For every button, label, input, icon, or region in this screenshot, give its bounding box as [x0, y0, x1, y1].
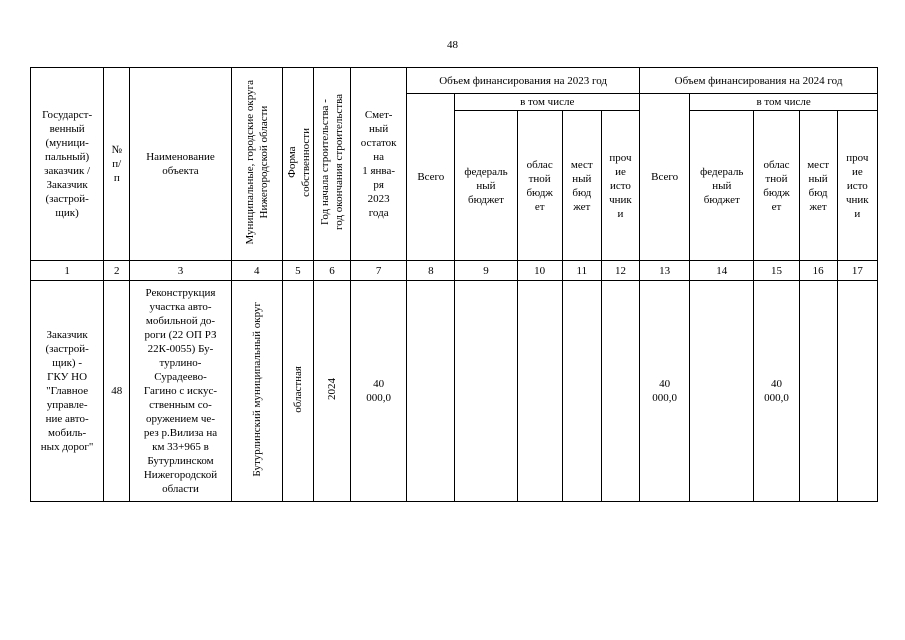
other-2023-cell — [601, 281, 639, 502]
column-number: 13 — [640, 261, 690, 281]
header-local-2023: мест ный бюд жет — [562, 111, 601, 261]
table-row — [31, 281, 878, 502]
header-including-2023: в том числе — [455, 94, 640, 111]
district-cell — [231, 281, 282, 502]
column-number: 17 — [837, 261, 877, 281]
object-name-cell: Реконструкция участка авто- мобильной до- роги (22 ОП РЗ 22К-0055) Бу- турлино- Сурадеево- Гагино с искус- ственным со- оружением че- рез р.Вилиза на км 33+965 в Бутурлинском Нижегородской области — [130, 281, 231, 502]
column-number: 15 — [754, 261, 799, 281]
column-number: 2 — [104, 261, 130, 281]
row-number-cell: 48 — [104, 281, 130, 502]
column-number: 9 — [455, 261, 517, 281]
column-number: 1 — [31, 261, 104, 281]
header-years-cell — [313, 68, 350, 261]
header-federal-2023: федераль ный бюджет — [455, 111, 517, 261]
column-number: 6 — [313, 261, 350, 281]
federal-2023-cell — [455, 281, 517, 502]
local-2024-cell — [799, 281, 837, 502]
ownership-text: областная — [291, 365, 304, 413]
column-number: 10 — [517, 261, 562, 281]
remaining-cell: 40 000,0 — [351, 281, 407, 502]
column-number: 7 — [351, 261, 407, 281]
header-customer: Государст- венный (муници- пальный) заказчик / Заказчик (застрой- щик) — [31, 68, 104, 261]
district-text: Бутурлинский муниципальный округ — [250, 301, 263, 477]
other-2024-cell — [837, 281, 877, 502]
column-number: 16 — [799, 261, 837, 281]
header-ownership: Форма собственности — [285, 127, 312, 197]
header-number: № п/ п — [104, 68, 130, 261]
column-number: 11 — [562, 261, 601, 281]
header-federal-2024: федераль ный бюджет — [690, 111, 754, 261]
total-2024-cell: 40 000,0 — [640, 281, 690, 502]
ownership-cell — [282, 281, 313, 502]
column-number: 12 — [601, 261, 639, 281]
header-object-name: Наименование объекта — [130, 68, 231, 261]
header-regional-2023: облас тной бюдж ет — [517, 111, 562, 261]
header-including-2024: в том числе — [690, 94, 878, 111]
customer-cell: Заказчик (застрой- щик) - ГКУ НО "Главное управле- ние авто- мобиль- ных дорог" — [31, 281, 104, 502]
header-row-1 — [31, 68, 878, 94]
years-cell — [313, 281, 350, 502]
column-number: 4 — [231, 261, 282, 281]
years-text: 2024 — [325, 378, 338, 400]
column-number: 14 — [690, 261, 754, 281]
financing-table — [30, 67, 878, 502]
header-financing-2024: Объем финансирования на 2024 год — [640, 68, 878, 94]
header-local-2024: мест ный бюд жет — [799, 111, 837, 261]
header-remaining: Смет- ный остаток на 1 янва- ря 2023 года — [351, 68, 407, 261]
page-number: 48 — [447, 39, 458, 51]
header-ownership-cell — [282, 68, 313, 261]
header-total-2024: Всего — [640, 94, 690, 261]
column-number-row — [31, 261, 878, 281]
column-number: 5 — [282, 261, 313, 281]
regional-2024-cell: 40 000,0 — [754, 281, 799, 502]
regional-2023-cell — [517, 281, 562, 502]
header-other-2023: проч ие исто чник и — [601, 111, 639, 261]
total-2023-cell — [407, 281, 455, 502]
header-regional-2024: облас тной бюдж ет — [754, 111, 799, 261]
local-2023-cell — [562, 281, 601, 502]
header-district-cell — [231, 68, 282, 261]
column-number: 8 — [407, 261, 455, 281]
header-financing-2023: Объем финансирования на 2023 год — [407, 68, 640, 94]
header-other-2024: проч ие исто чник и — [837, 111, 877, 261]
federal-2024-cell — [690, 281, 754, 502]
header-district: Муниципальные, городские округа Нижегородской области — [243, 79, 270, 245]
header-total-2023: Всего — [407, 94, 455, 261]
header-years: Год начала строительства - год окончания строительства — [318, 94, 345, 230]
column-number: 3 — [130, 261, 231, 281]
